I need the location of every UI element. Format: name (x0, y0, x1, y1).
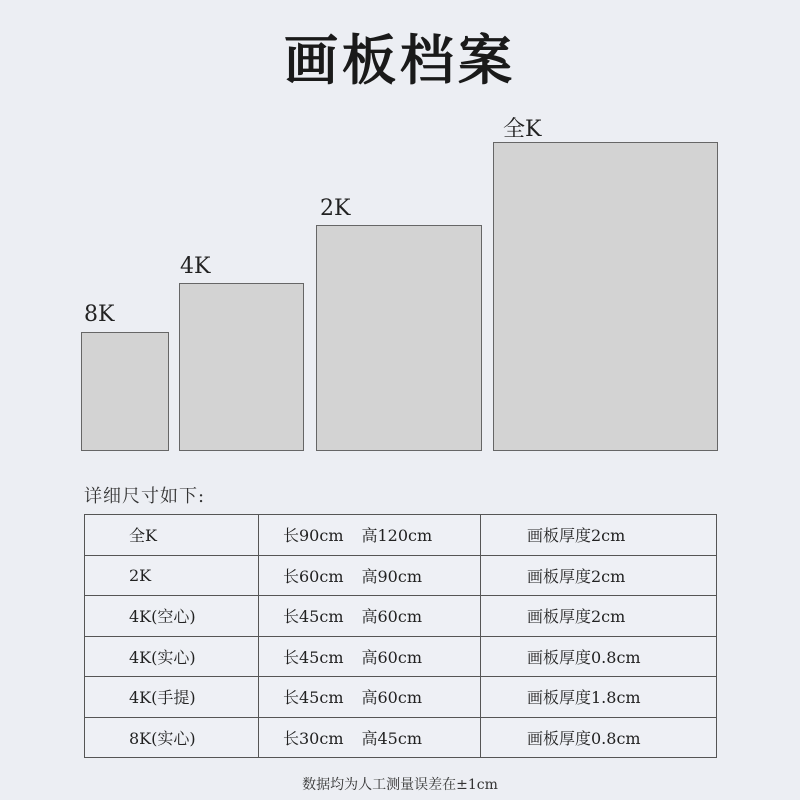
size-table (84, 514, 717, 758)
board-label-full-k: 全K (503, 117, 542, 142)
length-value: 长45cm (283, 647, 344, 667)
length-value: 长45cm (283, 607, 344, 627)
height-value: 高60cm (361, 688, 422, 708)
table-row (85, 596, 717, 637)
board-label-2k: 2K (320, 196, 351, 221)
length-value: 长45cm (283, 688, 344, 708)
length-value: 长30cm (283, 728, 344, 748)
height-value: 高60cm (361, 647, 422, 667)
page-title: 画板档案 (284, 29, 516, 92)
thickness-cell: 画板厚度0.8cm (481, 717, 717, 758)
thickness-cell: 画板厚度2cm (481, 555, 717, 596)
dimensions-cell (259, 636, 481, 677)
table-caption: 详细尺寸如下: (84, 486, 206, 507)
thickness-cell: 画板厚度1.8cm (481, 677, 717, 718)
board-8k (81, 332, 169, 451)
table-row (85, 677, 717, 718)
size-cell: 全K (85, 515, 259, 556)
length-value: 长60cm (283, 566, 344, 586)
board-2k (316, 225, 482, 451)
board-label-8k: 8K (84, 302, 115, 327)
table-row (85, 555, 717, 596)
dimensions-cell (259, 677, 481, 718)
size-cell: 4K(实心) (85, 636, 259, 677)
thickness-cell: 画板厚度2cm (481, 596, 717, 637)
dimensions-cell (259, 515, 481, 556)
length-value: 长90cm (283, 526, 344, 546)
size-cell: 2K (85, 555, 259, 596)
table-row (85, 717, 717, 758)
height-value: 高60cm (361, 607, 422, 627)
table-row (85, 636, 717, 677)
measurement-note: 数据均为人工测量误差在±1cm (302, 777, 498, 793)
size-cell: 4K(手提) (85, 677, 259, 718)
board-label-4k: 4K (180, 254, 211, 279)
table-row (85, 515, 717, 556)
dimensions-cell (259, 596, 481, 637)
thickness-cell: 画板厚度2cm (481, 515, 717, 556)
dimensions-cell (259, 717, 481, 758)
board-full-k (493, 142, 718, 451)
size-cell: 4K(空心) (85, 596, 259, 637)
dimensions-cell (259, 555, 481, 596)
thickness-cell: 画板厚度0.8cm (481, 636, 717, 677)
height-value: 高45cm (361, 728, 422, 748)
height-value: 高120cm (361, 526, 433, 546)
size-cell: 8K(实心) (85, 717, 259, 758)
height-value: 高90cm (361, 566, 422, 586)
board-4k (179, 283, 304, 451)
